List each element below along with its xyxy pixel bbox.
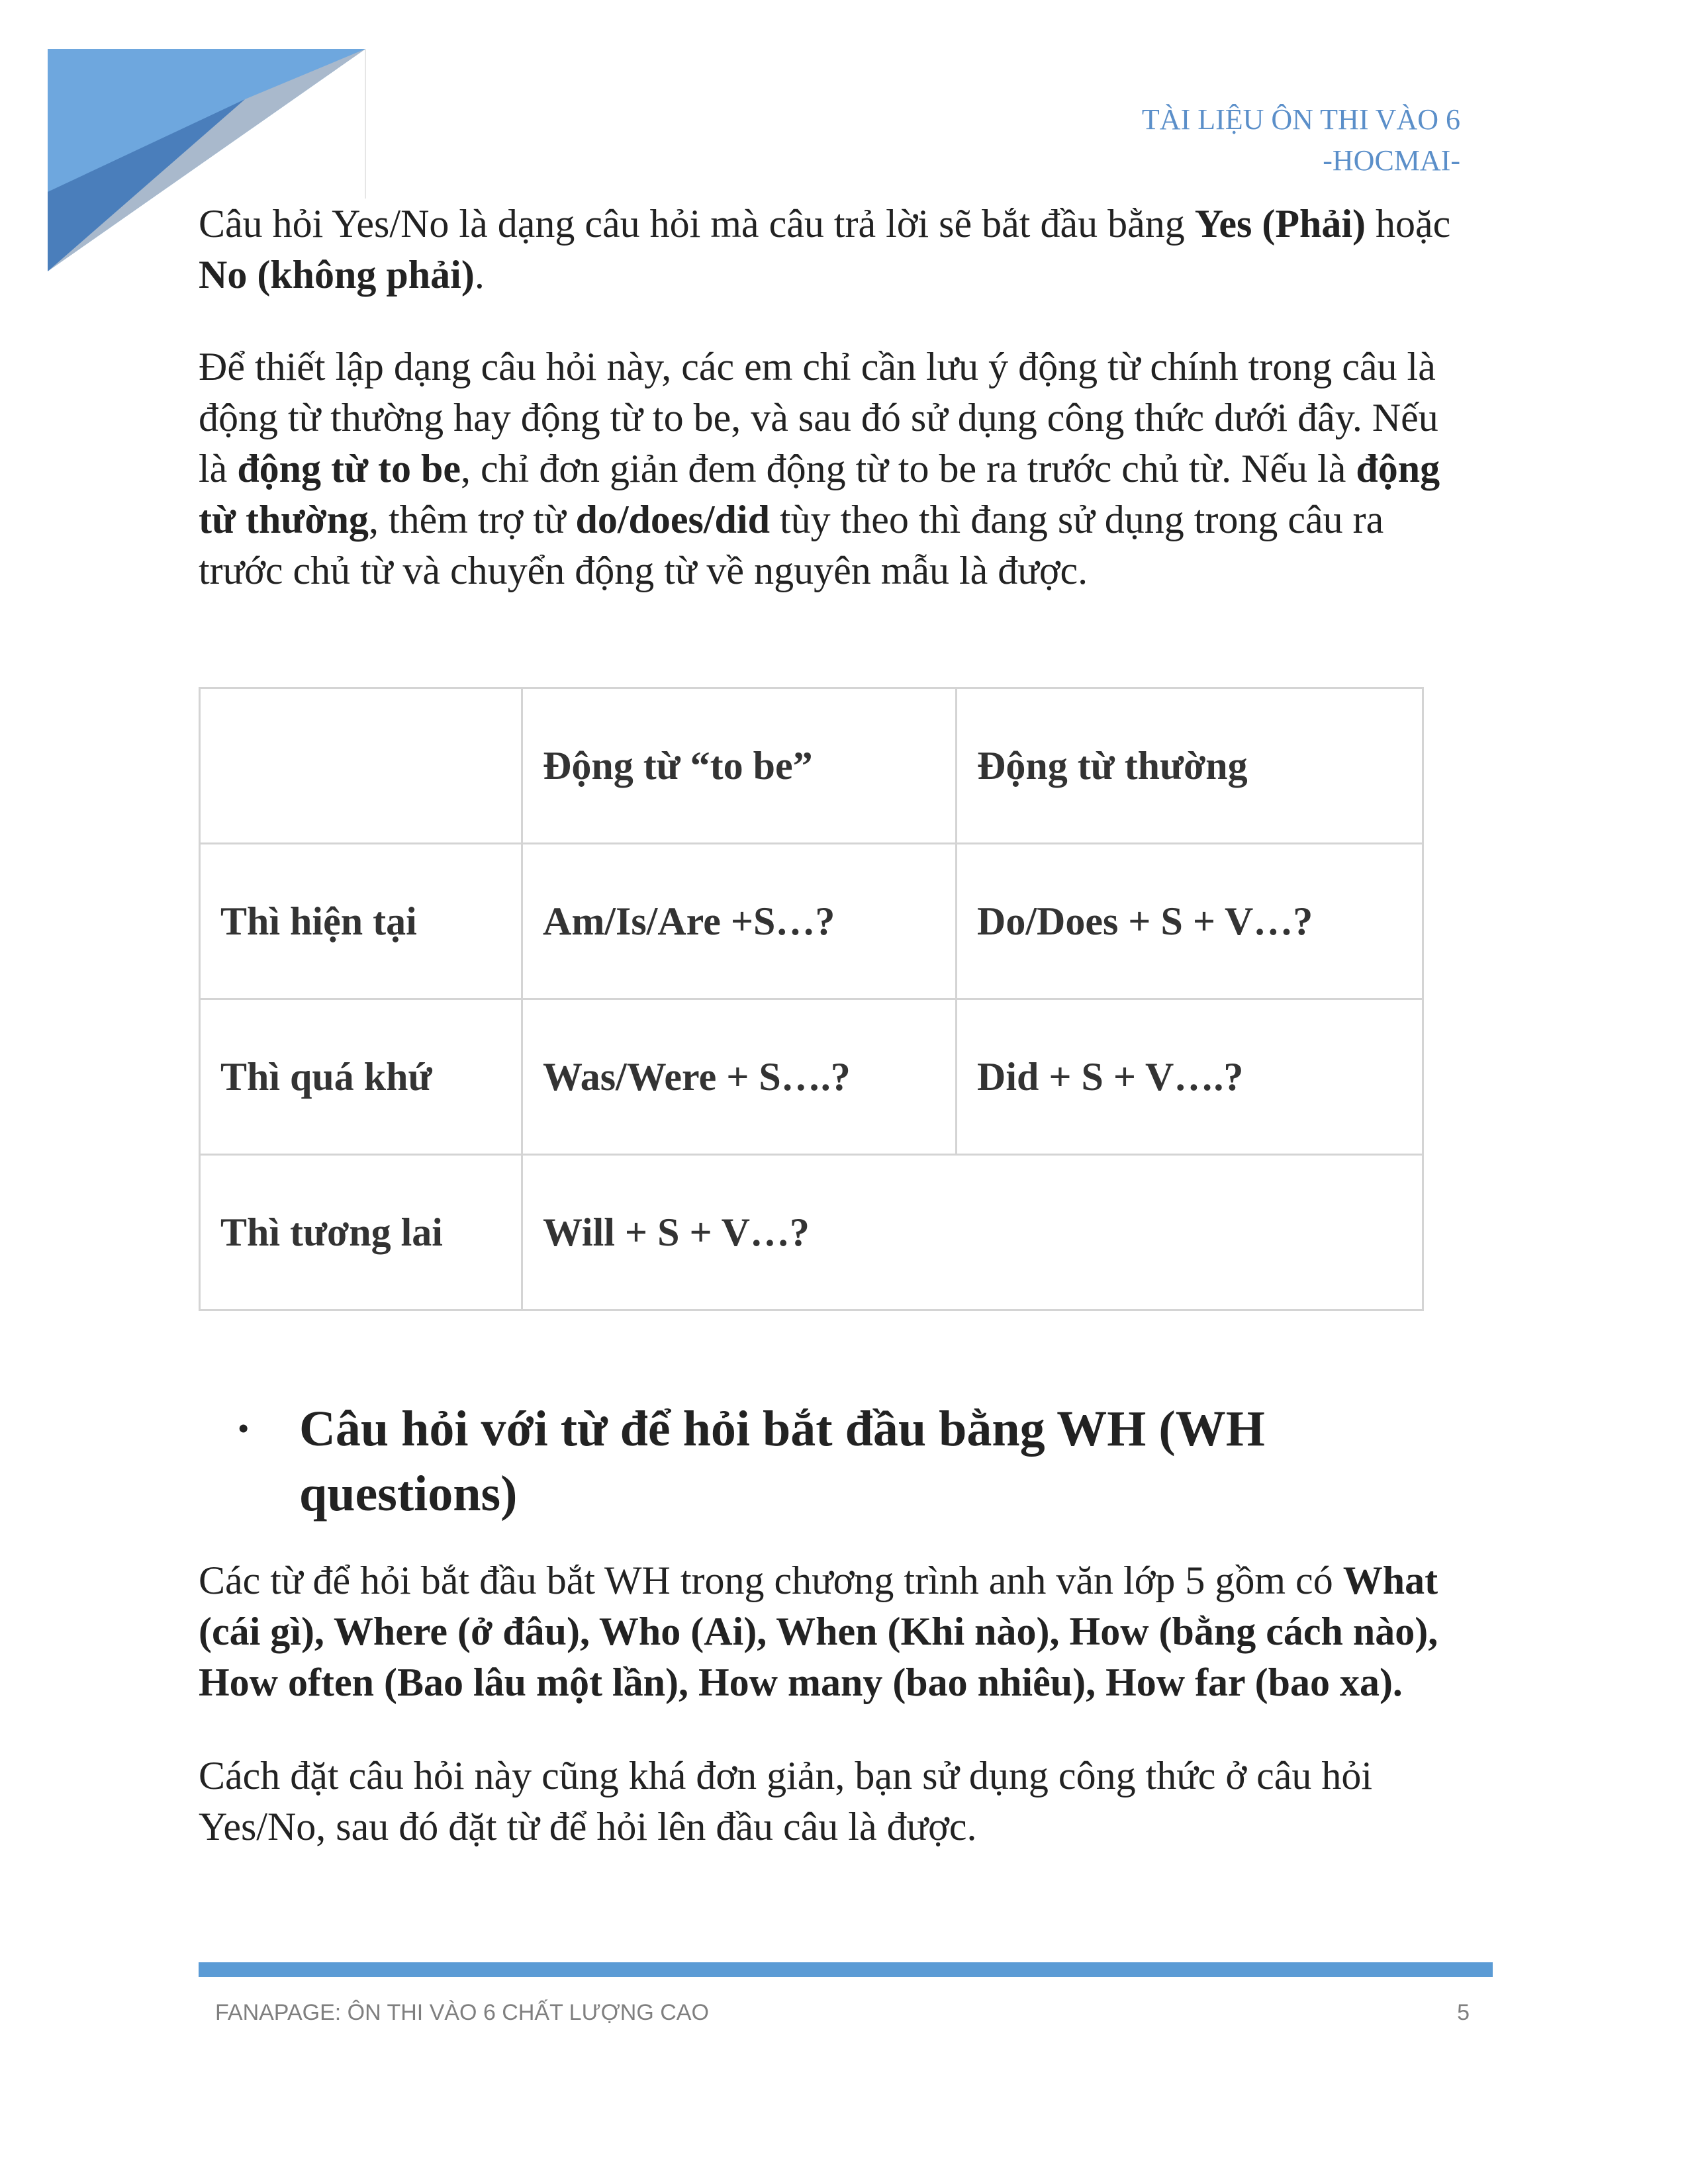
tobe-formula-cell: Was/Were + S….? [522, 999, 957, 1155]
table-header-cell: Động từ “to be” [522, 688, 957, 844]
tense-cell: Thì hiện tại [200, 844, 522, 999]
grammar-table [199, 687, 1424, 1311]
intro-p1-or: hoặc [1366, 202, 1451, 246]
wh-section [199, 1555, 1476, 1852]
table-header-cell: Động từ thường [957, 688, 1423, 844]
header-subtitle: -HOCMAI- [1323, 144, 1460, 177]
footer-rule [199, 1962, 1493, 1977]
intro-paragraph-1 [199, 199, 1476, 300]
page-number: 5 [1457, 2000, 1470, 2025]
intro-p1-yes: Yes (Phải) [1194, 202, 1366, 246]
normal-verb-formula-cell: Do/Does + S + V…? [957, 844, 1423, 999]
section-heading [238, 1396, 1476, 1526]
intro-p2-tobe: động từ to be [237, 447, 461, 490]
section-heading-text: Câu hỏi với từ để hỏi bắt đầu bằng WH (WH questions) [299, 1401, 1265, 1522]
intro-paragraph-2 [199, 341, 1476, 596]
bullet-icon: • [238, 1412, 249, 1445]
future-formula-cell: Will + S + V…? [522, 1155, 1423, 1310]
table-row [200, 1155, 1423, 1310]
intro-p1-no: No (không phải) [199, 253, 475, 296]
intro-p2-text: Để thiết lập dạng câu hỏi này, các em chỉ cần lưu ý động từ chính trong câu là động từ thường hay động từ to be, và sau đó sử dụng công thức dưới đây. Nếu là [199, 345, 1438, 490]
intro-p1-end: . [474, 253, 485, 296]
intro-section [199, 199, 1476, 596]
normal-verb-formula-cell: Did + S + V….? [957, 999, 1423, 1155]
wh-p1-text: Các từ để hỏi bắt đầu bắt WH trong chương trình anh văn lớp 5 gồm có [199, 1559, 1343, 1602]
table-header-cell [200, 688, 522, 844]
table-row [200, 999, 1423, 1155]
intro-p2-normal: động từ thường [199, 447, 1440, 541]
wh-paragraph-2: Cách đặt câu hỏi này cũng khá đơn giản, bạn sử dụng công thức ở câu hỏi Yes/No, sau đó đặt từ để hỏi lên đầu câu là được. [199, 1754, 1373, 1848]
table-row [200, 844, 1423, 999]
intro-p1-text: Câu hỏi Yes/No là dạng câu hỏi mà câu trả lời sẽ bắt đầu bằng [199, 202, 1195, 246]
tobe-formula-cell: Am/Is/Are +S…? [522, 844, 957, 999]
intro-p2-text-4: tùy theo thì đang sử dụng trong câu ra trước chủ từ và chuyển động từ về nguyên mẫu là được. [199, 498, 1384, 592]
intro-p2-auxiliary: do/does/did [575, 498, 770, 541]
intro-p2-text-2: , chỉ đơn giản đem động từ to be ra trước chủ từ. Nếu là [461, 447, 1356, 490]
wh-p1-question-words: What (cái gì), Where (ở đâu), Who (Ai), When (Khi nào), How (bằng cách nào), How often (Bao lâu một lần), How many (bao nhiêu), How far (bao xa). [199, 1559, 1438, 1704]
header-title: TÀI LIỆU ÔN THI VÀO 6 [1141, 103, 1460, 136]
document-header [1142, 99, 1460, 181]
tense-cell: Thì tương lai [200, 1155, 522, 1310]
tense-cell: Thì quá khứ [200, 999, 522, 1155]
intro-p2-text-3: , thêm trợ từ [368, 498, 576, 541]
footer-text: FANAPAGE: ÔN THI VÀO 6 CHẤT LƯỢNG CAO [215, 2000, 709, 2025]
table-header-row [200, 688, 1423, 844]
wh-paragraph-1 [199, 1555, 1476, 1708]
